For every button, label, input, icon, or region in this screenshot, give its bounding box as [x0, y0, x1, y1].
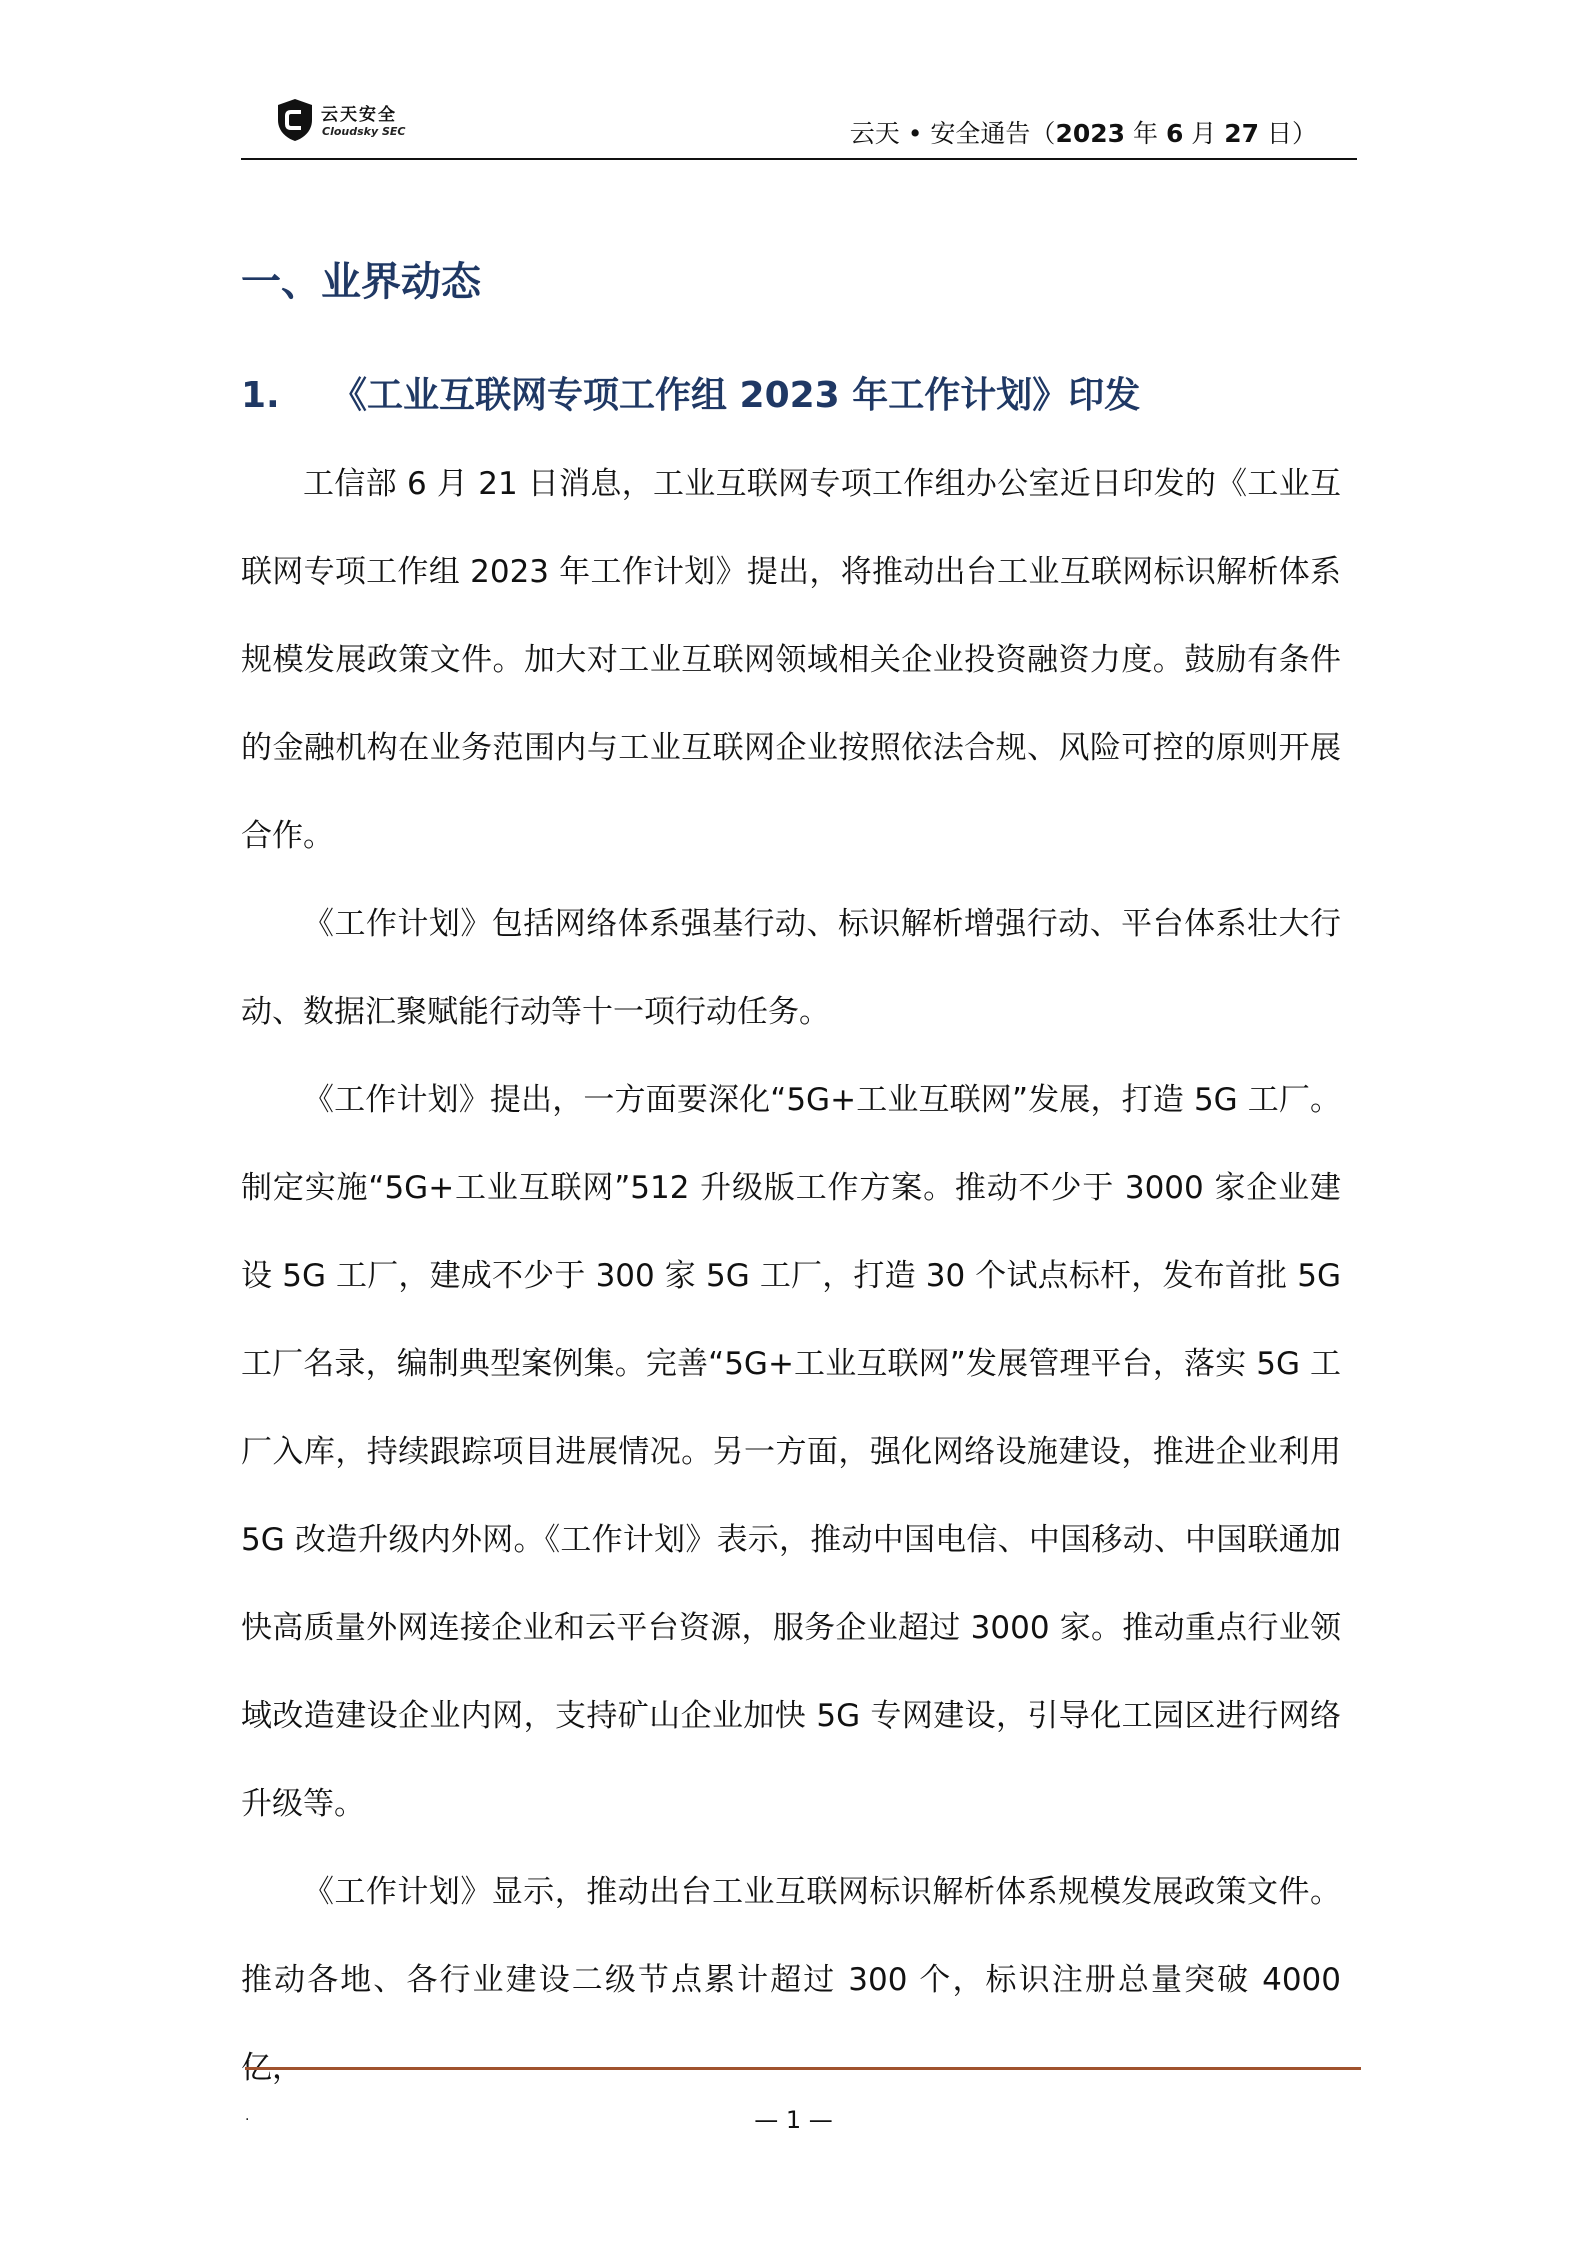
date-day: 27 — [1224, 119, 1260, 148]
page-header — [241, 92, 1357, 162]
article-title — [241, 367, 1140, 418]
page-number: — 1 — — [754, 2106, 833, 2134]
bulletin-title-prefix: 云天 • 安全通告（ — [849, 119, 1056, 148]
paragraph: 工信部 6 月 21 日消息，工业互联网专项工作组办公室近日印发的《工业互联网专项工作组 2023 年工作计划》提出，将推动出台工业互联网标识解析体系规模发展政策文件。加大对工业互联网领域相关企业投资融资力度。鼓励有条件的金融机构在业务范围内与工业互联网企业按照依法合规、风险可控的原则开展合作。 — [241, 466, 1341, 854]
footer-dot: . — [245, 2108, 250, 2124]
date-year: 2023 — [1055, 119, 1126, 148]
article-index: 1. — [241, 375, 280, 416]
article-body — [241, 440, 1341, 2112]
shield-logo-icon — [275, 98, 315, 142]
bulletin-title-suffix: 日） — [1259, 119, 1317, 148]
company-logo — [275, 96, 435, 146]
date-month: 6 — [1165, 119, 1184, 148]
date-year-unit: 年 — [1125, 119, 1166, 148]
section-title: 一、业界动态 — [241, 259, 481, 305]
bulletin-title — [850, 114, 1317, 150]
logo-text-cn: 云天安全 — [321, 105, 397, 125]
paragraph: 《工作计划》显示，推动出台工业互联网标识解析体系规模发展政策文件。推动各地、各行业建设二级节点累计超过 300 个，标识注册总量突破 4000 亿， — [241, 1874, 1341, 2086]
paragraph: 《工作计划》包括网络体系强基行动、标识解析增强行动、平台体系壮大行动、数据汇聚赋能行动等十一项行动任务。 — [241, 906, 1341, 1030]
logo-text-en: Cloudsky SEC — [322, 125, 406, 138]
footer-divider — [245, 2067, 1361, 2070]
date-month-unit: 月 — [1183, 119, 1225, 148]
article-title-text: 《工业互联网专项工作组 2023 年工作计划》印发 — [331, 375, 1141, 416]
paragraph: 《工作计划》提出，一方面要深化“5G+工业互联网”发展，打造 5G 工厂。制定实施“5G+工业互联网”512 升级版工作方案。推动不少于 3000 家企业建设 5G 工厂，建成不少于 300 家 5G 工厂，打造 30 个试点标杆，发布首批 5G 工厂名录，编制典型案例集。完善“5G+工业互联网”发展管理平台，落实 5G 工厂入库，持续跟踪项目进展情况。另一方面，强化网络设施建设，推进企业利用 5G 改造升级内外网。《工作计划》表示，推动中国电信、中国移动、中国联通加快高质量外网连接企业和云平台资源，服务企业超过 3000 家。推动重点行业领域改造建设企业内网，支持矿山企业加快 5G 专网建设，引导化工园区进行网络升级等。 — [241, 1082, 1341, 1822]
header-divider — [241, 158, 1357, 160]
